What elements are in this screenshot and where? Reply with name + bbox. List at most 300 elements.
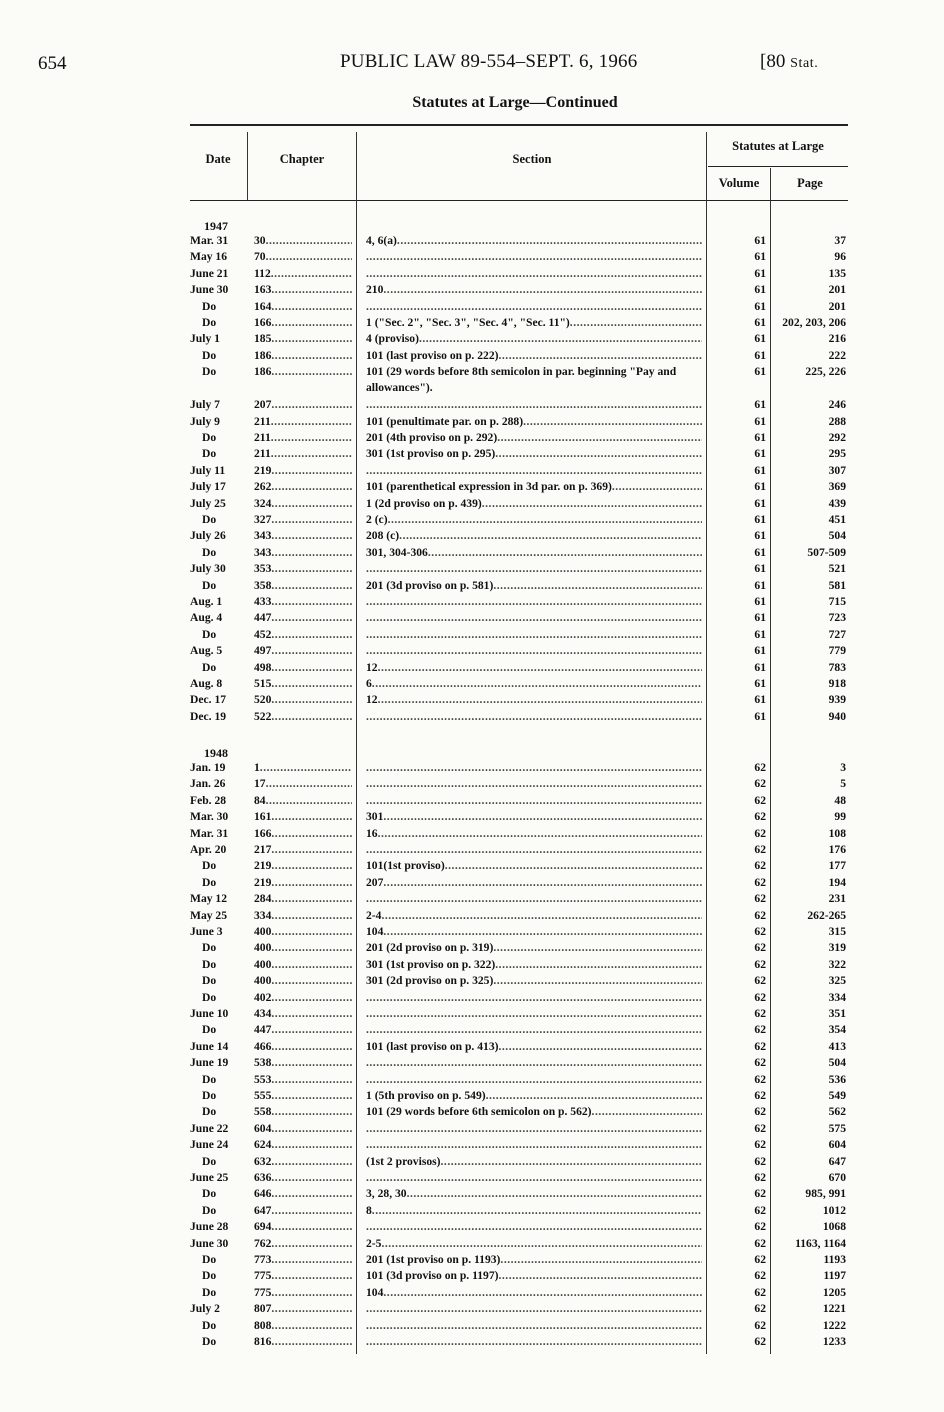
row-page: 562: [828, 1105, 846, 1119]
row-section: 8 .....: [366, 1203, 702, 1219]
table-row: [190, 364, 848, 395]
row-volume: 62: [754, 1318, 766, 1332]
row-page: 1068: [822, 1220, 846, 1234]
table-row: [190, 430, 848, 446]
row-date: Aug. 4: [190, 611, 223, 625]
row-volume: 61: [754, 693, 766, 707]
row-date: Mar. 31: [190, 826, 229, 840]
row-section: [366, 266, 702, 282]
row-volume: 62: [754, 1105, 766, 1119]
row-date: Do: [202, 365, 217, 379]
row-section: [366, 1072, 702, 1088]
table-row: [190, 1186, 848, 1202]
row-volume: 62: [754, 1039, 766, 1053]
row-chapter: 219 .....: [254, 463, 352, 479]
table-row: [190, 760, 848, 776]
row-date: Do: [202, 513, 217, 526]
row-chapter: 186 .....: [254, 364, 352, 380]
row-date: Do: [202, 859, 217, 873]
row-volume: 61: [754, 513, 766, 526]
row-chapter: 164 .....: [254, 299, 352, 315]
row-date: July 7: [190, 398, 220, 412]
col-header-statutes: Statutes at Large: [732, 139, 824, 153]
row-date: Do: [202, 627, 217, 641]
row-section: [366, 709, 702, 725]
row-volume: 62: [754, 826, 766, 840]
row-chapter: 1 .....: [254, 760, 352, 776]
row-volume: 61: [754, 447, 766, 461]
row-volume: 62: [754, 1335, 766, 1348]
page-number: 654: [38, 53, 67, 74]
row-volume: 62: [754, 1089, 766, 1102]
row-section: 201 (2d proviso on p. 319) .....: [366, 940, 702, 956]
row-date: Do: [202, 1089, 217, 1102]
row-volume: 62: [754, 990, 766, 1004]
table-row: [190, 940, 848, 956]
table-row: [190, 1055, 848, 1071]
row-volume: 61: [754, 332, 766, 346]
row-date: June 30: [190, 283, 229, 297]
row-section: [366, 1121, 702, 1137]
row-chapter: 555 .....: [254, 1088, 352, 1104]
table-row: [190, 348, 848, 364]
table-row: [190, 463, 848, 479]
row-chapter: 284 .....: [254, 891, 352, 907]
table-row: [190, 233, 848, 249]
row-date: Do: [202, 1023, 217, 1037]
row-volume: 62: [754, 1056, 766, 1070]
row-chapter: 807 .....: [254, 1301, 352, 1317]
row-page: 295: [828, 447, 846, 461]
row-section: [366, 299, 702, 315]
row-volume: 62: [754, 1154, 766, 1168]
row-volume: 61: [754, 595, 766, 608]
table-row: [190, 1268, 848, 1284]
row-volume: 62: [754, 875, 766, 889]
row-volume: 62: [754, 892, 766, 906]
row-page: 727: [828, 627, 846, 641]
table-row: [190, 1072, 848, 1088]
row-section: 301, 304-306 .....: [366, 545, 702, 561]
row-section: 210 .....: [366, 282, 702, 298]
table-row: [190, 266, 848, 282]
row-volume: 61: [754, 578, 766, 592]
row-date: Do: [202, 1285, 217, 1299]
row-chapter: 353 .....: [254, 561, 352, 577]
year-heading: 1947: [204, 219, 228, 233]
row-section: (1st 2 provisos) .....: [366, 1154, 702, 1170]
row-chapter: 773 .....: [254, 1252, 352, 1268]
row-page: 985, 991: [805, 1187, 846, 1201]
row-date: Do: [202, 545, 217, 559]
statutes-table: [190, 124, 848, 1354]
row-page: 604: [828, 1138, 846, 1152]
row-page: 1163, 1164: [795, 1236, 846, 1250]
row-date: Aug. 5: [190, 644, 223, 658]
row-chapter: 84 .....: [254, 793, 352, 809]
row-page: 48: [834, 793, 846, 807]
row-page: 369: [828, 480, 846, 494]
row-section: [366, 643, 702, 659]
row-page: 779: [828, 644, 846, 658]
row-date: June 21: [190, 266, 229, 280]
row-page: 334: [828, 990, 846, 1004]
row-chapter: 324 .....: [254, 496, 352, 512]
row-section: 201 (3d proviso on p. 581) .....: [366, 578, 702, 594]
row-section: [366, 1334, 702, 1350]
row-date: June 3: [190, 925, 223, 938]
row-date: July 17: [190, 480, 226, 494]
row-volume: 62: [754, 1171, 766, 1184]
row-volume: 62: [754, 761, 766, 774]
row-chapter: 558 .....: [254, 1104, 352, 1120]
row-volume: 62: [754, 974, 766, 988]
row-date: Do: [202, 875, 217, 889]
row-page: 222: [828, 348, 846, 362]
table-row: [190, 1137, 848, 1153]
row-section: [366, 610, 702, 626]
row-section: 16 .....: [366, 826, 702, 842]
row-page: 201: [828, 283, 846, 297]
row-section: 1 ("Sec. 2", "Sec. 3", "Sec. 4", "Sec. 11") .....: [366, 315, 702, 331]
table-row: [190, 924, 848, 940]
row-chapter: 632 .....: [254, 1154, 352, 1170]
table-row: [190, 1301, 848, 1317]
table-row: [190, 676, 848, 692]
table-row: [190, 397, 848, 413]
row-page: 1233: [822, 1335, 846, 1348]
row-section: [366, 776, 702, 792]
table-row: [190, 875, 848, 891]
row-date: Do: [202, 941, 217, 955]
row-section: 101 (29 words before 6th semicolon on p. 562) .....: [366, 1104, 702, 1120]
row-volume: 61: [754, 562, 766, 576]
row-page: 5: [840, 777, 846, 791]
row-chapter: 522 .....: [254, 709, 352, 725]
table-row: [190, 891, 848, 907]
table-row: [190, 1285, 848, 1301]
row-page: 99: [834, 810, 846, 824]
row-chapter: 70 .....: [254, 249, 352, 265]
table-row: [190, 299, 848, 315]
row-page: 108: [828, 826, 846, 840]
row-section: [366, 1006, 702, 1022]
row-chapter: 808 .....: [254, 1318, 352, 1334]
row-volume: 61: [754, 299, 766, 313]
row-chapter: 400 .....: [254, 957, 352, 973]
row-date: Do: [202, 1154, 217, 1168]
row-page: 194: [828, 875, 846, 889]
row-section: 2-5 .....: [366, 1236, 702, 1252]
row-section: 2-4 .....: [366, 908, 702, 924]
row-chapter: 553 .....: [254, 1072, 352, 1088]
row-date: Dec. 17: [190, 693, 227, 707]
table-row: [190, 1121, 848, 1137]
row-date: Do: [202, 1253, 217, 1266]
table-row: [190, 627, 848, 643]
row-page: 216: [828, 332, 846, 346]
table-row: [190, 331, 848, 347]
col-header-page: Page: [797, 176, 823, 190]
row-chapter: 358 .....: [254, 578, 352, 594]
row-chapter: 647 .....: [254, 1203, 352, 1219]
row-section: 4 (proviso) .....: [366, 331, 702, 347]
col-header-date: Date: [205, 152, 231, 166]
row-page: 439: [828, 496, 846, 510]
row-volume: 62: [754, 1220, 766, 1234]
row-section: 1 (5th proviso on p. 549) .....: [366, 1088, 702, 1104]
stat-reference: [760, 51, 818, 73]
row-section: 4, 6(a) .....: [366, 233, 702, 249]
row-date: June 28: [190, 1220, 229, 1234]
row-page: 1197: [823, 1269, 846, 1283]
row-volume: 61: [754, 250, 766, 264]
row-section: [366, 1022, 702, 1038]
row-volume: 62: [754, 1023, 766, 1037]
row-section: [366, 1137, 702, 1153]
row-chapter: 816 .....: [254, 1334, 352, 1350]
row-date: Do: [202, 660, 217, 674]
row-date: Do: [202, 431, 217, 444]
row-section: [366, 793, 702, 809]
row-date: July 11: [190, 463, 226, 477]
row-page: 670: [828, 1171, 846, 1184]
row-chapter: 262 .....: [254, 479, 352, 495]
row-date: Do: [202, 578, 217, 592]
table-row: [190, 512, 848, 528]
row-date: June 30: [190, 1236, 229, 1250]
row-volume: 62: [754, 1302, 766, 1316]
row-volume: 62: [754, 777, 766, 791]
row-section: [366, 760, 702, 776]
table-row: [190, 826, 848, 842]
row-date: Aug. 8: [190, 677, 223, 690]
header-bottom-rule: [190, 200, 848, 201]
row-volume: 61: [754, 529, 766, 543]
row-volume: 61: [754, 611, 766, 625]
row-section: 6 .....: [366, 676, 702, 692]
statutes-subrule: [708, 166, 848, 167]
row-date: Mar. 30: [190, 810, 229, 824]
col-header-chapter: Chapter: [279, 152, 325, 166]
row-chapter: 447 .....: [254, 1022, 352, 1038]
row-date: June 24: [190, 1138, 229, 1152]
row-section: [366, 842, 702, 858]
row-date: Do: [202, 299, 217, 313]
row-section: 201 (4th proviso on p. 292) .....: [366, 430, 702, 446]
row-volume: 62: [754, 1203, 766, 1217]
row-volume: 62: [754, 941, 766, 955]
row-chapter: 498 .....: [254, 660, 352, 676]
row-chapter: 327 .....: [254, 512, 352, 528]
table-row: [190, 990, 848, 1006]
row-page: 3: [840, 761, 846, 774]
row-section: [366, 1055, 702, 1071]
row-date: Jan. 26: [190, 777, 226, 791]
row-chapter: 185 .....: [254, 331, 352, 347]
row-chapter: 30 .....: [254, 233, 352, 249]
table-row: [190, 809, 848, 825]
row-chapter: 538 .....: [254, 1055, 352, 1071]
row-section: 104 .....: [366, 1285, 702, 1301]
row-page: 354: [828, 1023, 846, 1037]
row-volume: 61: [754, 480, 766, 494]
table-row: [190, 1022, 848, 1038]
row-page: 504: [828, 529, 846, 543]
row-section: [366, 594, 702, 610]
row-date: June 19: [190, 1056, 229, 1070]
row-volume: 61: [754, 234, 766, 247]
row-volume: 62: [754, 1121, 766, 1135]
row-page: 37: [834, 234, 846, 247]
row-chapter: 775 .....: [254, 1285, 352, 1301]
row-chapter: 694 .....: [254, 1219, 352, 1235]
row-volume: 61: [754, 365, 766, 379]
row-page: 940: [828, 709, 846, 723]
row-chapter: 400 .....: [254, 924, 352, 940]
row-page: 225, 226: [805, 365, 846, 379]
row-page: 231: [828, 892, 846, 906]
row-chapter: 400 .....: [254, 973, 352, 989]
row-volume: 62: [754, 1072, 766, 1086]
row-date: May 16: [190, 250, 228, 264]
row-page: 1222: [822, 1318, 846, 1332]
row-date: July 26: [190, 529, 226, 543]
row-page: 262-265: [807, 908, 846, 922]
table-top-rule: [190, 124, 848, 126]
running-title: PUBLIC LAW 89-554–SEPT. 6, 1966: [340, 51, 638, 72]
table-row: [190, 1203, 848, 1219]
row-section: 207 .....: [366, 875, 702, 891]
row-volume: 62: [754, 957, 766, 971]
row-page: 177: [828, 859, 846, 873]
row-date: May 25: [190, 908, 228, 922]
row-date: May 12: [190, 892, 228, 906]
row-page: 1221: [822, 1302, 846, 1316]
row-page: 413: [828, 1039, 846, 1053]
row-chapter: 219 .....: [254, 858, 352, 874]
row-date: Do: [202, 1269, 217, 1283]
row-date: Do: [202, 974, 217, 988]
table-row: [190, 561, 848, 577]
row-section: 3, 28, 30 .....: [366, 1186, 702, 1202]
row-section: [366, 397, 702, 413]
table-row: [190, 479, 848, 495]
table-row: [190, 1039, 848, 1055]
table-row: [190, 1236, 848, 1252]
row-chapter: 161 .....: [254, 809, 352, 825]
row-chapter: 207 .....: [254, 397, 352, 413]
row-chapter: 497 .....: [254, 643, 352, 659]
row-page: 96: [834, 250, 846, 264]
row-volume: 61: [754, 660, 766, 674]
row-section: 301 (2d proviso on p. 325) .....: [366, 973, 702, 989]
row-section: 101 (last proviso on p. 222) .....: [366, 348, 702, 364]
row-date: Aug. 1: [190, 595, 223, 608]
row-date: Do: [202, 1335, 217, 1348]
row-section: 101 (penultimate par. on p. 288) .....: [366, 414, 702, 430]
row-date: Do: [202, 990, 217, 1004]
row-volume: 62: [754, 1138, 766, 1152]
row-chapter: 211 .....: [254, 430, 352, 446]
row-section: [366, 463, 702, 479]
row-date: July 25: [190, 496, 226, 510]
table-row: [190, 1334, 848, 1350]
row-section: [366, 627, 702, 643]
row-page: 647: [828, 1154, 846, 1168]
row-volume: 61: [754, 431, 766, 444]
table-row: [190, 1154, 848, 1170]
table-row: [190, 1104, 848, 1120]
col-header-section: Section: [512, 152, 552, 166]
row-volume: 61: [754, 414, 766, 428]
row-section: 301 .....: [366, 809, 702, 825]
stat-ref-prefix: [80: [760, 51, 791, 72]
table-row: [190, 1006, 848, 1022]
row-page: 135: [828, 266, 846, 280]
row-date: Do: [202, 316, 217, 329]
table-row: [190, 957, 848, 973]
row-section: 201 (1st proviso on p. 1193) .....: [366, 1252, 702, 1268]
row-volume: 61: [754, 644, 766, 658]
row-section: [366, 249, 702, 265]
row-page: 723: [828, 611, 846, 625]
row-section: 301 (1st proviso on p. 322) .....: [366, 957, 702, 973]
row-volume: 62: [754, 810, 766, 824]
row-volume: 62: [754, 1269, 766, 1283]
row-chapter: 434 .....: [254, 1006, 352, 1022]
row-chapter: 334 .....: [254, 908, 352, 924]
table-row: [190, 1219, 848, 1235]
row-page: 451: [828, 513, 846, 526]
row-page: 201: [828, 299, 846, 313]
col-header-volume: Volume: [718, 176, 760, 190]
row-date: Jan. 19: [190, 761, 226, 774]
row-section: 12 .....: [366, 660, 702, 676]
row-page: 918: [828, 677, 846, 690]
row-page: 549: [828, 1089, 846, 1102]
row-section: 101 (3d proviso on p. 1197) .....: [366, 1268, 702, 1284]
table-row: [190, 1252, 848, 1268]
row-page: 307: [828, 463, 846, 477]
row-page: 504: [828, 1056, 846, 1070]
row-date: June 22: [190, 1121, 229, 1135]
row-volume: 61: [754, 627, 766, 641]
row-chapter: 646 .....: [254, 1186, 352, 1202]
table-row: [190, 446, 848, 462]
row-chapter: 343 .....: [254, 545, 352, 561]
table-row: [190, 1088, 848, 1104]
row-date: Do: [202, 1187, 217, 1201]
row-volume: 61: [754, 496, 766, 510]
row-chapter: 515 .....: [254, 676, 352, 692]
row-chapter: 186 .....: [254, 348, 352, 364]
row-chapter: 520 .....: [254, 692, 352, 708]
row-page: 939: [828, 693, 846, 707]
row-volume: 62: [754, 908, 766, 922]
row-volume: 61: [754, 677, 766, 690]
row-page: 288: [828, 414, 846, 428]
row-date: Mar. 31: [190, 234, 229, 247]
row-section: 101(1st proviso) .....: [366, 858, 702, 874]
table-row: [190, 610, 848, 626]
row-section: 2 (c) .....: [366, 512, 702, 528]
row-page: 581: [828, 578, 846, 592]
row-chapter: 466 .....: [254, 1039, 352, 1055]
table-row: [190, 709, 848, 725]
row-date: June 14: [190, 1039, 229, 1053]
row-date: Do: [202, 1318, 217, 1332]
